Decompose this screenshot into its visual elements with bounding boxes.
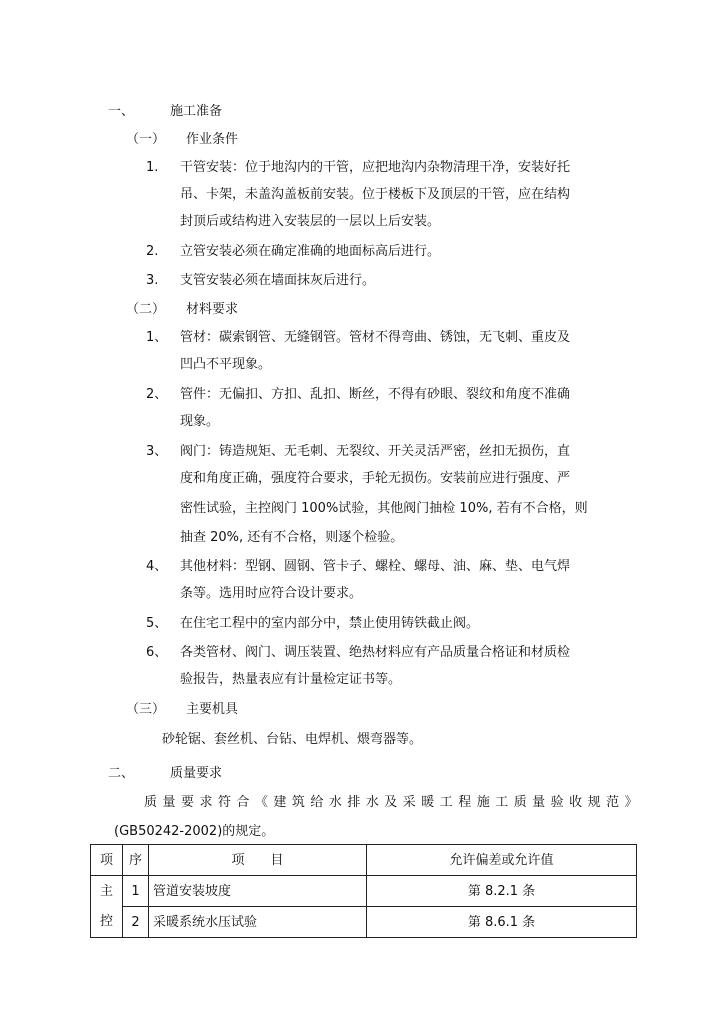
list-item-text: 其他材料：型钢、圆钢、管卡子、螺栓、螺母、油、麻、垫、电气焊: [180, 559, 571, 574]
table-cell-item: 管道安装坡度: [149, 876, 367, 907]
list-item-text: 条等。选用时应符合设计要求。: [180, 586, 363, 601]
table-row: [91, 876, 637, 907]
list-item-number: 5、: [146, 616, 168, 631]
tools-list-text: 砂轮锯、套丝机、台钻、电焊机、煨弯器等。: [162, 732, 423, 747]
list-item-number: 4、: [146, 559, 168, 574]
section-1-number: 一、: [108, 104, 135, 119]
section-2-title: 质量要求: [170, 766, 223, 781]
list-item-text: 密性试验，主控阀门 100%试验，其他阀门抽检 10%, 若有不合格，则: [180, 501, 588, 516]
list-item-number: 2.: [146, 244, 159, 259]
list-item-number: 2、: [146, 387, 168, 402]
section-2-number: 二、: [108, 766, 135, 781]
list-item-text: 阀门：铸造规矩、无毛刺、无裂纹、开关灵活严密，丝扣无损伤，直: [180, 444, 571, 459]
subsection-1-title: 作业条件: [186, 132, 239, 147]
subsection-2-title: 材料要求: [186, 302, 239, 317]
table-group-label: 主: [91, 876, 123, 907]
list-item-text: 干管安装：位于地沟内的干管，应把地沟内杂物清理干净，安装好托: [180, 160, 571, 175]
subsection-3-title: 主要机具: [186, 702, 239, 717]
quality-intro-text: 质 量 要 求 符 合 《 建 筑 给 水 排 水 及 采 暖 工 程 施 工 质 量 验 收 规 范 》: [144, 795, 638, 810]
quality-intro-reference: (GB50242-2002)的规定。: [114, 824, 275, 839]
list-item-text: 管材：碳索钢管、无缝钢管。管材不得弯曲、锈蚀，无飞刺、重皮及: [180, 330, 571, 345]
list-item-text: 在住宅工程中的室内部分中，禁止使用铸铁截止阀。: [180, 616, 480, 631]
table-cell-value: 第 8.2.1 条: [367, 876, 637, 907]
list-item-number: 6、: [146, 645, 168, 660]
list-item-text: 管件：无偏扣、方扣、乱扣、断丝，不得有砂眼、裂纹和角度不准确: [180, 387, 571, 402]
quality-table: [90, 844, 637, 938]
table-header-cell: 序: [123, 845, 149, 876]
table-cell-seq: 2: [123, 907, 149, 938]
list-item-text: 封顶后或结构进入安装层的一层以上后安装。: [180, 214, 441, 229]
quality-intro-line: [144, 796, 638, 809]
table-group-label: 控: [91, 907, 123, 938]
table-header-cell: 允许偏差或允许值: [367, 845, 637, 876]
section-1-title: 施工准备: [170, 104, 223, 119]
list-item-text: 各类管材、阀门、调压装置、绝热材料应有产品质量合格证和材质检: [180, 645, 571, 660]
table-cell-value: 第 8.6.1 条: [367, 907, 637, 938]
list-item-text: 验报告，热量表应有计量检定证书等。: [180, 672, 402, 687]
list-item-number: 1、: [146, 330, 168, 345]
table-row: [91, 907, 637, 938]
list-item-number: 3、: [146, 444, 168, 459]
list-item-text: 支管安装必须在墙面抹灰后进行。: [180, 273, 376, 288]
list-item-number: 1.: [146, 160, 159, 175]
list-item-text: 吊、卡架，未盖沟盖板前安装。位于楼板下及顶层的干管，应在结构: [180, 187, 571, 202]
table-header-cell: 项: [91, 845, 123, 876]
subsection-1-number: （一）: [126, 132, 166, 147]
table-cell-seq: 1: [123, 876, 149, 907]
subsection-3-number: （三）: [126, 702, 166, 717]
table-header-row: [91, 845, 637, 876]
list-item-text: 立管安装必须在确定准确的地面标高后进行。: [180, 244, 441, 259]
list-item-text: 抽查 20%, 还有不合格，则逐个检验。: [180, 530, 404, 545]
list-item-text: 现象。: [180, 414, 220, 429]
list-item-number: 3.: [146, 273, 159, 288]
list-item-text: 凹凸不平现象。: [180, 357, 272, 372]
list-item-text: 度和角度正确，强度符合要求，手轮无损伤。安装前应进行强度、严: [180, 471, 571, 486]
subsection-2-number: （二）: [126, 302, 166, 317]
table-header-cell: 项 目: [149, 845, 367, 876]
table-cell-item: 采暖系统水压试验: [149, 907, 367, 938]
